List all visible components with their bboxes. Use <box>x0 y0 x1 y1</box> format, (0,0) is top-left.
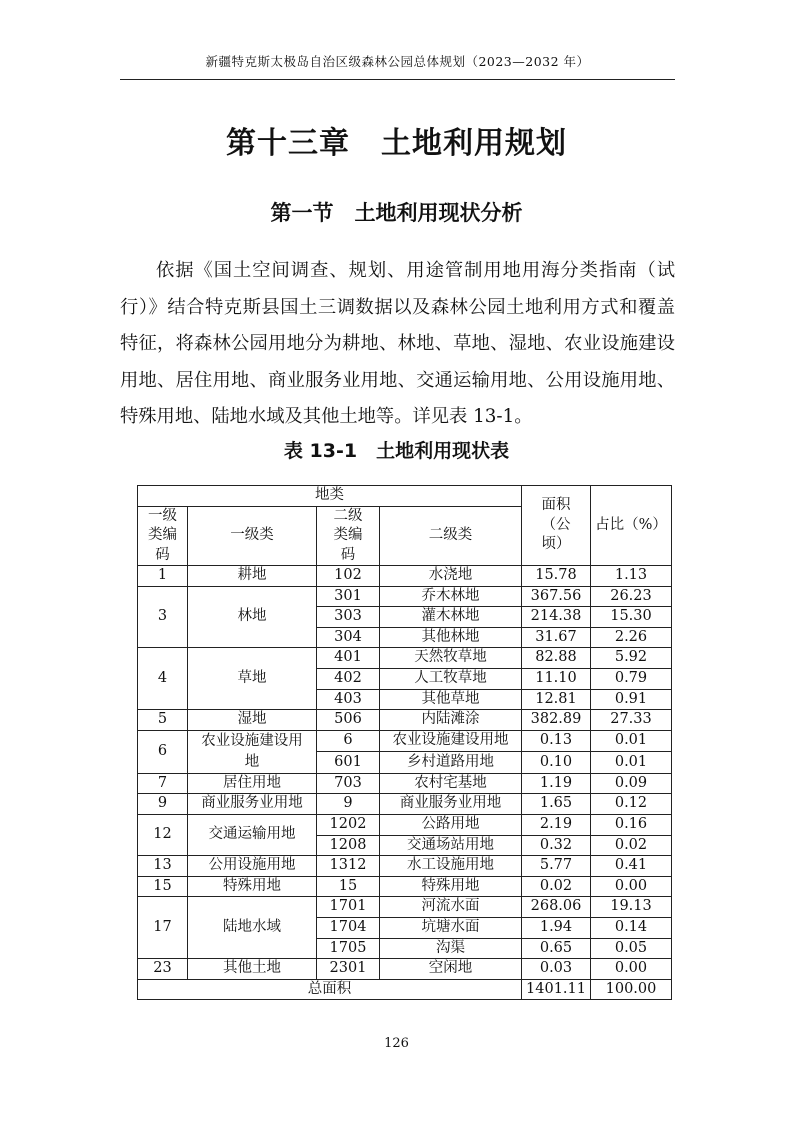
ratio-cell: 0.14 <box>591 918 672 939</box>
level2-name-cell: 农业设施建设用地 <box>380 730 522 752</box>
level2-name-cell: 灌木林地 <box>380 607 522 628</box>
level1-name-cell: 耕地 <box>188 566 317 587</box>
ratio-cell: 0.05 <box>591 938 672 959</box>
table-caption: 表 13-1 土地利用现状表 <box>283 440 510 462</box>
level1-code-cell: 13 <box>138 856 188 877</box>
chapter-title: 第十三章 土地利用规划 <box>226 126 567 161</box>
ratio-cell: 26.23 <box>591 586 672 607</box>
level2-code-cell: 506 <box>317 710 380 731</box>
level1-code-cell: 12 <box>138 815 188 856</box>
header-level2-name: 二级类 <box>380 506 522 566</box>
area-cell: 214.38 <box>522 607 591 628</box>
total-area: 1401.11 <box>522 979 591 1000</box>
table-row <box>138 773 672 794</box>
area-cell: 1.65 <box>522 794 591 815</box>
level2-code-cell: 1701 <box>317 897 380 918</box>
level1-code-cell: 3 <box>138 586 188 648</box>
level1-code-cell: 6 <box>138 730 188 773</box>
table-row <box>138 897 672 918</box>
level2-name-cell: 坑塘水面 <box>380 918 522 939</box>
level1-name-cell: 陆地水域 <box>188 897 317 959</box>
level1-code-cell: 4 <box>138 648 188 710</box>
ratio-cell: 0.12 <box>591 794 672 815</box>
table-row <box>138 586 672 607</box>
table-row <box>138 794 672 815</box>
level2-code-cell: 401 <box>317 648 380 669</box>
level2-code-cell: 601 <box>317 752 380 774</box>
level2-name-cell: 内陆滩涂 <box>380 710 522 731</box>
level2-name-cell: 天然牧草地 <box>380 648 522 669</box>
header-level1-name: 一级类 <box>188 506 317 566</box>
table-head <box>138 486 672 566</box>
header-rule <box>120 79 675 80</box>
area-cell: 11.10 <box>522 669 591 690</box>
level2-name-cell: 其他草地 <box>380 689 522 710</box>
ratio-cell: 2.26 <box>591 627 672 648</box>
level2-name-cell: 农村宅基地 <box>380 773 522 794</box>
level2-code-cell: 301 <box>317 586 380 607</box>
ratio-cell: 0.09 <box>591 773 672 794</box>
level1-name-cell: 交通运输用地 <box>188 815 317 856</box>
ratio-cell: 5.92 <box>591 648 672 669</box>
level2-code-cell: 703 <box>317 773 380 794</box>
table-row <box>138 856 672 877</box>
ratio-cell: 19.13 <box>591 897 672 918</box>
total-ratio: 100.00 <box>591 979 672 1000</box>
table-body <box>138 566 672 1000</box>
level1-name-cell: 农业设施建设用地 <box>188 730 317 773</box>
level2-name-cell: 交通场站用地 <box>380 835 522 856</box>
level1-code-cell: 9 <box>138 794 188 815</box>
table-row <box>138 566 672 587</box>
area-cell: 382.89 <box>522 710 591 731</box>
level1-name-cell: 商业服务业用地 <box>188 794 317 815</box>
level1-code-cell: 23 <box>138 959 188 980</box>
level2-code-cell: 303 <box>317 607 380 628</box>
page-number: 126 <box>384 1036 409 1051</box>
ratio-cell: 0.01 <box>591 730 672 752</box>
table-row <box>138 710 672 731</box>
level2-code-cell: 15 <box>317 876 380 897</box>
level2-name-cell: 水工设施用地 <box>380 856 522 877</box>
level2-code-cell: 6 <box>317 730 380 752</box>
area-cell: 0.32 <box>522 835 591 856</box>
level1-code-cell: 1 <box>138 566 188 587</box>
area-cell: 0.10 <box>522 752 591 774</box>
level2-name-cell: 水浇地 <box>380 566 522 587</box>
ratio-cell: 0.79 <box>591 669 672 690</box>
level2-name-cell: 河流水面 <box>380 897 522 918</box>
level1-name-cell: 居住用地 <box>188 773 317 794</box>
area-cell: 0.13 <box>522 730 591 752</box>
level2-name-cell: 空闲地 <box>380 959 522 980</box>
header-ratio: 占比（%） <box>591 486 672 566</box>
level2-code-cell: 1202 <box>317 815 380 836</box>
ratio-cell: 1.13 <box>591 566 672 587</box>
header-area: 面积（公顷） <box>522 486 591 566</box>
area-cell: 2.19 <box>522 815 591 836</box>
area-cell: 82.88 <box>522 648 591 669</box>
total-label: 总面积 <box>138 979 522 1000</box>
level2-name-cell: 人工牧草地 <box>380 669 522 690</box>
ratio-cell: 0.00 <box>591 876 672 897</box>
level1-name-cell: 林地 <box>188 586 317 648</box>
level2-name-cell: 商业服务业用地 <box>380 794 522 815</box>
level2-name-cell: 沟渠 <box>380 938 522 959</box>
level1-name-cell: 草地 <box>188 648 317 710</box>
section-title: 第一节 土地利用现状分析 <box>270 201 523 225</box>
total-row <box>138 979 672 1000</box>
table-row <box>138 959 672 980</box>
area-cell: 0.03 <box>522 959 591 980</box>
area-cell: 31.67 <box>522 627 591 648</box>
level2-code-cell: 1704 <box>317 918 380 939</box>
level2-name-cell: 特殊用地 <box>380 876 522 897</box>
level1-code-cell: 15 <box>138 876 188 897</box>
area-cell: 12.81 <box>522 689 591 710</box>
table-row <box>138 648 672 669</box>
level1-code-cell: 17 <box>138 897 188 959</box>
area-cell: 268.06 <box>522 897 591 918</box>
ratio-cell: 0.16 <box>591 815 672 836</box>
ratio-cell: 0.41 <box>591 856 672 877</box>
ratio-cell: 15.30 <box>591 607 672 628</box>
area-cell: 0.02 <box>522 876 591 897</box>
level2-code-cell: 2301 <box>317 959 380 980</box>
table-row <box>138 730 672 752</box>
level2-name-cell: 公路用地 <box>380 815 522 836</box>
ratio-cell: 0.91 <box>591 689 672 710</box>
area-cell: 1.19 <box>522 773 591 794</box>
level2-name-cell: 其他林地 <box>380 627 522 648</box>
running-header: 新疆特克斯太极岛自治区级森林公园总体规划（2023—2032 年） <box>205 54 590 69</box>
level2-code-cell: 403 <box>317 689 380 710</box>
level2-code-cell: 1705 <box>317 938 380 959</box>
level2-code-cell: 102 <box>317 566 380 587</box>
area-cell: 5.77 <box>522 856 591 877</box>
ratio-cell: 27.33 <box>591 710 672 731</box>
header-group-land-class: 地类 <box>138 486 522 507</box>
level1-code-cell: 7 <box>138 773 188 794</box>
table-row <box>138 815 672 836</box>
level2-code-cell: 402 <box>317 669 380 690</box>
level2-code-cell: 1208 <box>317 835 380 856</box>
level1-name-cell: 其他土地 <box>188 959 317 980</box>
level1-name-cell: 湿地 <box>188 710 317 731</box>
level2-name-cell: 乡村道路用地 <box>380 752 522 774</box>
area-cell: 1.94 <box>522 918 591 939</box>
ratio-cell: 0.01 <box>591 752 672 774</box>
area-cell: 367.56 <box>522 586 591 607</box>
level2-code-cell: 9 <box>317 794 380 815</box>
header-level2-code: 二级类编码 <box>317 506 380 566</box>
area-cell: 0.65 <box>522 938 591 959</box>
level1-name-cell: 公用设施用地 <box>188 856 317 877</box>
table-row <box>138 876 672 897</box>
area-cell: 15.78 <box>522 566 591 587</box>
level2-code-cell: 1312 <box>317 856 380 877</box>
land-use-table <box>137 485 672 1000</box>
ratio-cell: 0.00 <box>591 959 672 980</box>
level1-name-cell: 特殊用地 <box>188 876 317 897</box>
level1-code-cell: 5 <box>138 710 188 731</box>
header-level1-code: 一级类编码 <box>138 506 188 566</box>
level2-name-cell: 乔木林地 <box>380 586 522 607</box>
ratio-cell: 0.02 <box>591 835 672 856</box>
level2-code-cell: 304 <box>317 627 380 648</box>
body-paragraph: 依据《国土空间调查、规划、用途管制用地用海分类指南（试行）》结合特克斯县国土三调数据以及森林公园土地利用方式和覆盖特征，将森林公园用地分为耕地、林地、草地、湿地、农业设施建设用地、居住用地、商业服务业用地、交通运输用地、公用设施用地、特殊用地、陆地水域及其他土地等。详见表 13-1。 <box>120 260 675 428</box>
